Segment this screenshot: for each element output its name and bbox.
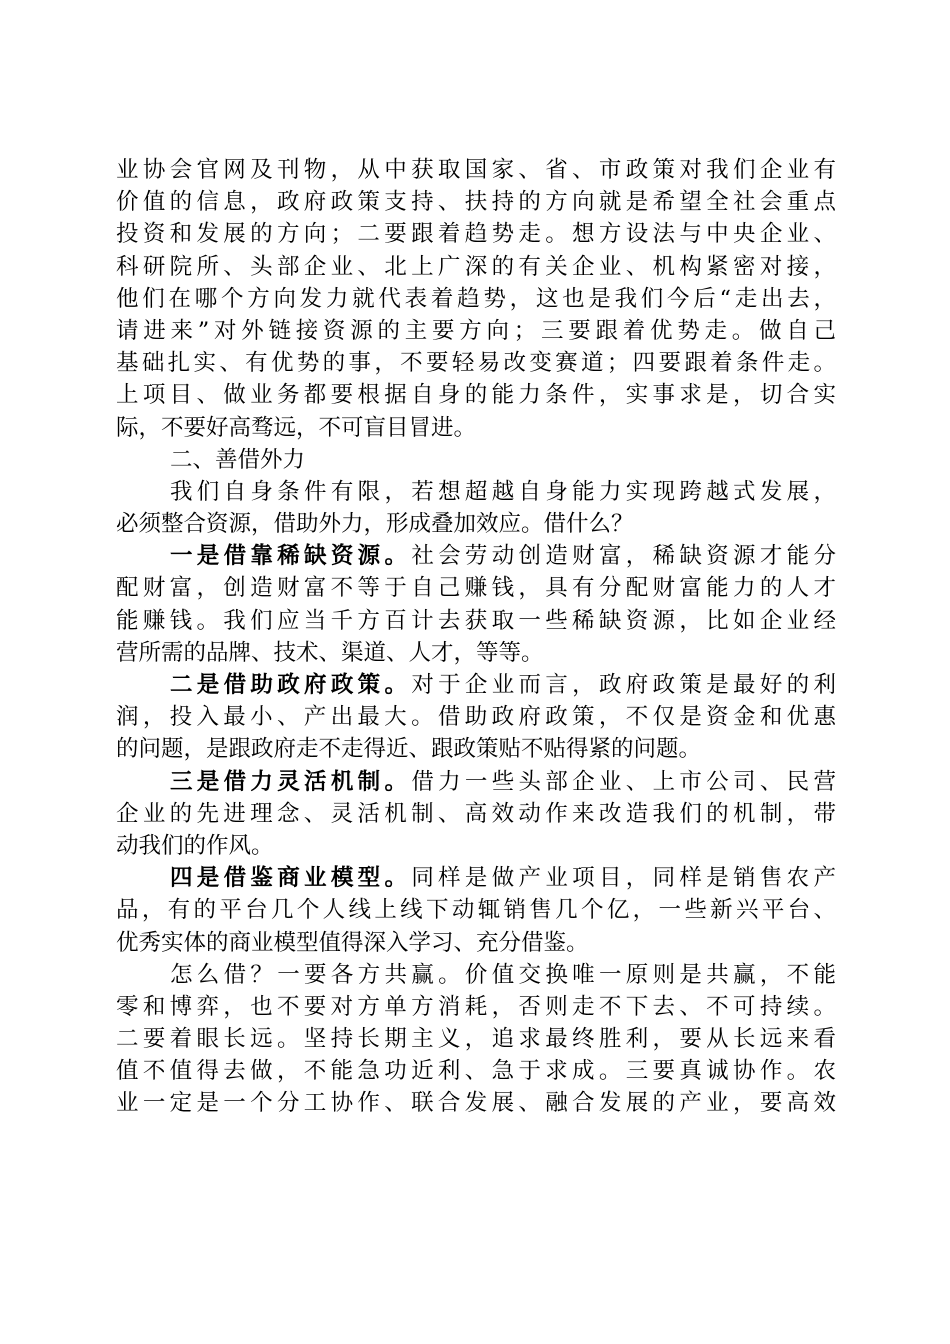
text-line bbox=[116, 605, 836, 637]
text-line bbox=[116, 798, 836, 830]
text-line bbox=[116, 283, 836, 315]
text-line bbox=[116, 830, 836, 862]
line-text: 怎么借？一要各方共赢。价值交换唯一原则是共赢，不能 bbox=[170, 961, 836, 988]
line-text: 优秀实体的商业模型值得深入学习、充分借鉴。 bbox=[116, 929, 589, 956]
line-text: 能赚钱。我们应当千方百计去获取一些稀缺资源，比如企业经 bbox=[116, 607, 836, 634]
bold-lead: 一是借靠稀缺资源。 bbox=[170, 543, 412, 570]
line-text: 润，投入最小、产出最大。借助政府政策，不仅是资金和优惠 bbox=[116, 704, 836, 731]
line-text: 二、善借外力 bbox=[170, 446, 306, 473]
text-line bbox=[116, 1087, 836, 1119]
text-line bbox=[116, 412, 836, 444]
section-heading bbox=[116, 444, 836, 476]
line-text: 值不值得去做，不能急功近利、急于求成。三要真诚协作。农 bbox=[116, 1058, 836, 1085]
line-text: 际，不要好高骛远，不可盲目冒进。 bbox=[116, 414, 477, 441]
line-text: 企业的先进理念、灵活机制、高效动作来改造我们的机制，带 bbox=[116, 800, 836, 827]
text-line bbox=[116, 154, 836, 186]
line-text: 营所需的品牌、技术、渠道、人才，等等。 bbox=[116, 639, 544, 666]
text-line bbox=[116, 218, 836, 250]
text-line bbox=[116, 540, 836, 572]
text-line bbox=[116, 476, 836, 508]
line-text: 必须整合资源，借助外力，形成叠加效应。借什么？ bbox=[116, 511, 634, 538]
line-text: 动我们的作风。 bbox=[116, 832, 274, 859]
text-line bbox=[116, 347, 836, 379]
text-line bbox=[116, 251, 836, 283]
line-text: 同样是做产业项目，同样是销售农产 bbox=[411, 865, 836, 892]
text-line bbox=[116, 701, 836, 733]
text-line bbox=[116, 766, 836, 798]
text-line bbox=[116, 894, 836, 926]
line-text: 价值的信息，政府政策支持、扶持的方向就是希望全社会重点 bbox=[116, 189, 836, 216]
text-line bbox=[116, 927, 836, 959]
line-text: 社会劳动创造财富，稀缺资源才能分 bbox=[411, 543, 836, 570]
line-text: 请进来”对外链接资源的主要方向；三要跟着优势走。做自己 bbox=[116, 317, 836, 344]
text-line bbox=[116, 379, 836, 411]
bold-lead: 二是借助政府政策。 bbox=[170, 672, 412, 698]
text-line bbox=[116, 959, 836, 991]
text-line bbox=[116, 315, 836, 347]
line-text: 配财富，创造财富不等于自己赚钱，具有分配财富能力的人才 bbox=[116, 575, 836, 602]
line-text: 对于企业而言，政府政策是最好的利 bbox=[411, 672, 836, 698]
line-text: 二要着眼长远。坚持长期主义，追求最终胜利，要从长远来看 bbox=[116, 1026, 836, 1053]
line-text: 科研院所、头部企业、北上广深的有关企业、机构紧密对接， bbox=[116, 253, 836, 280]
line-text: 他们在哪个方向发力就代表着趋势，这也是我们今后“走出去， bbox=[116, 285, 836, 312]
bold-lead: 三是借力灵活机制。 bbox=[170, 768, 412, 795]
text-line bbox=[116, 637, 836, 669]
text-line bbox=[116, 991, 836, 1023]
line-text: 品，有的平台几个人线上线下动辄销售几个亿，一些新兴平台、 bbox=[116, 897, 836, 924]
document-body bbox=[116, 154, 836, 1120]
line-text: 借力一些头部企业、上市公司、民营 bbox=[411, 768, 836, 795]
line-text: 零和博弈，也不要对方单方消耗，否则走不下去、不可持续。 bbox=[116, 993, 836, 1020]
line-text: 业协会官网及刊物，从中获取国家、省、市政策对我们企业有 bbox=[116, 157, 836, 183]
line-text: 业一定是一个分工协作、联合发展、融合发展的产业，要高效 bbox=[116, 1090, 836, 1117]
text-line bbox=[116, 733, 836, 765]
text-line bbox=[116, 572, 836, 604]
line-text: 上项目、做业务都要根据自身的能力条件，实事求是，切合实 bbox=[116, 382, 836, 409]
text-line bbox=[116, 1023, 836, 1055]
bold-lead: 四是借鉴商业模型。 bbox=[170, 865, 412, 892]
line-text: 我们自身条件有限，若想超越自身能力实现跨越式发展， bbox=[170, 478, 836, 505]
line-text: 的问题，是跟政府走不走得近、跟政策贴不贴得紧的问题。 bbox=[116, 736, 702, 763]
text-line bbox=[116, 508, 836, 540]
line-text: 基础扎实、有优势的事，不要轻易改变赛道；四要跟着条件走。 bbox=[116, 350, 836, 377]
text-line bbox=[116, 669, 836, 701]
text-line bbox=[116, 186, 836, 218]
text-line bbox=[116, 862, 836, 894]
text-line bbox=[116, 1055, 836, 1087]
line-text: 投资和发展的方向；二要跟着趋势走。想方设法与中央企业、 bbox=[116, 221, 836, 248]
